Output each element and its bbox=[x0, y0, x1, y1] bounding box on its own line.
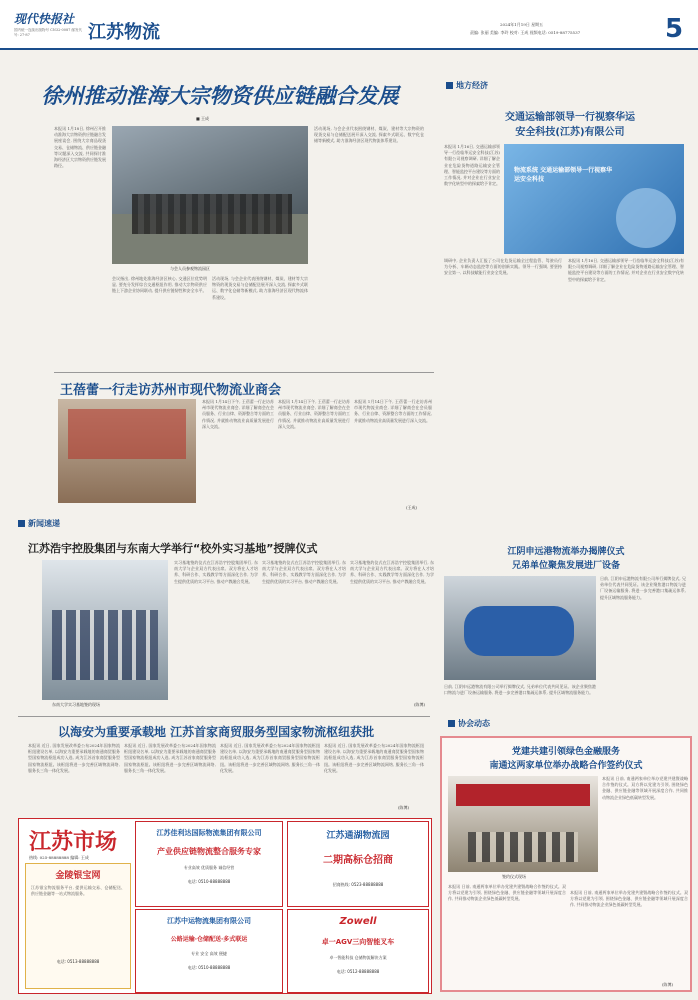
page-number: 5 bbox=[665, 14, 684, 44]
bank-ad-name: 金陵银宝网 bbox=[55, 871, 101, 881]
article-suzhou-photo bbox=[58, 399, 196, 503]
article-port-body-2: 日前, 江阴申远港物流有限公司举行揭牌仪式, 兄弟单位代表共同见证。该企业聚焦港口物流与进厂设备运输服务, 将进一步完善港口集疏运体系, 提升区域物流服务能力。 bbox=[444, 684, 596, 696]
ad-zhongyun-sub: 专业 安全 高效 便捷 bbox=[191, 951, 227, 956]
ad-tonghu bbox=[287, 821, 429, 907]
ad-zhongyun-name: 江苏中运物流集团有限公司 bbox=[167, 917, 251, 925]
article-port-body: 日前, 江阴申远港物流有限公司举行揭牌仪式, 兄弟单位代表共同见证。该企业聚焦港口物流与进厂设备运输服务, 将进一步完善港口集疏运体系, 提升区域物流服务能力。 bbox=[600, 576, 686, 600]
ad-jialida bbox=[135, 821, 283, 907]
market-contact: 热线: 025-88888888 编辑: 王成 bbox=[29, 855, 89, 860]
section-news-label: 新闻速递 bbox=[28, 519, 60, 528]
article-haian-author: (陈博) bbox=[398, 805, 410, 810]
article-suzhou-body-1: 本报讯 1月14日下午, 王蓓蕾一行走访苏州市现代物流业商会, 详细了解商会在会员服务、行业自律、资源整合等方面的工作情况, 并就推动物流业高质量发展进行深入交流。 bbox=[202, 399, 274, 429]
section-association bbox=[448, 718, 490, 729]
masthead-logo-sub: 国内统一连续出版物号 CN32-0087 邮发代号: 27-87 bbox=[14, 28, 83, 37]
ad-zowell-slogan: 卓一AGV三向智能叉车 bbox=[321, 938, 395, 946]
article-haian-body-1: 本报讯 近日, 国家发展改革委公布2024年国家物流枢纽建设名单, 以海安为重要承载地的南通商贸服务型国家物流枢纽成功入选, 成为江苏首家商贸服务型国家物流枢纽。该枢纽将进一步完善区域物流网络, 服务长三角一体化发展。 bbox=[28, 743, 120, 773]
article-haoyu-body-3: 实习基地签约仪式在江苏浩宇控股集团举行, 东南大学与企业双方代表出席。双方将在人才培养、科研合作、实践教学等方面深化合作, 为学生提供优质的实习平台, 推动产教融合发展。 bbox=[350, 560, 434, 584]
article-xuzhou-col4: 活动现场, 与会企业代表围绕钢材、煤炭、建材等大宗物资的现货交易与仓储配送展开深入交流, 探索多式联运、数字化仓储等新模式, 助力淮海经济区现代物流体系建设。 bbox=[314, 126, 424, 144]
ad-jialida-slogan: 产业供应链物流整合服务专家 bbox=[157, 847, 261, 856]
article-haoyu bbox=[18, 536, 438, 712]
section-local-economy bbox=[446, 80, 488, 91]
article-haian-title: 以海安为重要承载地 江苏首家商贸服务型国家物流枢纽获批 bbox=[58, 725, 375, 739]
article-party-title-1: 党建共建引领绿色金融服务 bbox=[511, 747, 620, 757]
article-suzhou-title: 王蓓蕾一行走访苏州市现代物流业商会 bbox=[60, 383, 282, 398]
editor-line: 责编: 张丽 美编: 李玲 校对: 王成 视频电话: 0519-88775537 bbox=[470, 30, 581, 35]
article-party-body-2: 本报讯 日前, 南通两家单位举办党建共建暨战略合作签约仪式。双方将以党建为引领, 围绕绿色金融、供应链金融等领域开展深度合作, 共同推动物流企业绿色低碳转型发展。 bbox=[448, 884, 566, 902]
ad-zowell-sub: 卓一智能科技 仓储物流解决方案 bbox=[329, 955, 387, 960]
ad-zowell-tel: 电话: 0512-88888888 bbox=[336, 969, 380, 974]
right-title-2: 安全科技(江苏)有限公司 bbox=[515, 127, 625, 138]
ad-zhongyun-tel: 电话: 0510-88888888 bbox=[187, 965, 231, 970]
ad-zowell-name: Zowell bbox=[339, 916, 377, 927]
article-party-body-3: 本报讯 日前, 南通两家单位举办党建共建暨战略合作签约仪式。双方将以党建为引领, 围绕绿色金融、供应链金融等领域开展深度合作, 共同推动物流企业绿色低碳转型发展。 bbox=[570, 890, 688, 908]
ad-zowell bbox=[287, 909, 429, 993]
article-xuzhou-col3: 活动现场, 与会企业代表围绕钢材、煤炭、建材等大宗物资的现货交易与仓储配送展开深入交流, 探索多式联运、数字化仓储等新模式, 助力淮海经济区现代物流体系建设。 bbox=[212, 276, 308, 300]
article-xuzhou-caption: 与会人员参观物流园区 bbox=[170, 266, 210, 271]
article-party-body-1: 本报讯 日前, 南通两家单位举办党建共建暨战略合作签约仪式。双方将以党建为引领, 围绕绿色金融、供应链金融等领域开展深度合作, 共同推动物流企业绿色低碳转型发展。 bbox=[602, 776, 688, 800]
section-association-label: 协会动态 bbox=[458, 719, 490, 728]
article-port-title-2: 兄弟单位聚焦发展进厂设备 bbox=[511, 561, 620, 571]
bank-ad bbox=[25, 863, 131, 989]
article-suzhou bbox=[54, 372, 434, 512]
right-body-3: 本报讯 1月16日, 交通运输部领导一行莅临华运安全科技(江苏)有限公司视察调研, 详细了解企业在危险货物道路运输安全管理、智能监控平台建设等方面的工作情况, 并对企业在行业安全数字化转型中的探索给予肯定。 bbox=[568, 258, 684, 282]
article-port-photo bbox=[444, 576, 596, 680]
article-haoyu-caption: 东南大学实习基地签约现场 bbox=[52, 702, 100, 707]
section-title: 江苏物流 bbox=[88, 22, 160, 43]
market-block bbox=[18, 818, 432, 994]
ad-jialida-sub: 专业高效 优质服务 诚信经营 bbox=[183, 865, 235, 870]
article-suzhou-body-3: 本报讯 1月14日下午, 王蓓蕾一行走访苏州市现代物流业商会, 详细了解商会在会员服务、行业自律、资源整合等方面的工作情况, 并就推动物流业高质量发展进行深入交流。 bbox=[354, 399, 432, 423]
article-haian-body-4: 本报讯 近日, 国家发展改革委公布2024年国家物流枢纽建设名单, 以海安为重要承载地的南通商贸服务型国家物流枢纽成功入选, 成为江苏首家商贸服务型国家物流枢纽。该枢纽将进一步完善区域物流网络, 服务长三角一体化发展。 bbox=[324, 743, 424, 773]
article-party-caption: 签约仪式现场 bbox=[502, 874, 526, 879]
right-banner bbox=[504, 144, 684, 254]
article-port-title-1: 江阴申远港物流举办揭牌仪式 bbox=[507, 547, 625, 557]
right-body-1: 本报讯 1月16日, 交通运输部领导一行莅临华运安全科技(江苏)有限公司视察调研, 详细了解企业在危险货物道路运输安全管理、智能监控平台建设等方面的工作情况, 并对企业在行业安全数字化转型中的探索给予肯定。 bbox=[444, 144, 500, 187]
right-body-2: 调研中, 企业负责人汇报了公司在危货运输全过程监管、驾驶员行为分析、车辆动态监控等方面的创新实践。领导一行强调, 要坚持安全第一, 以科技赋能行业安全发展。 bbox=[444, 258, 562, 276]
article-suzhou-body-2: 本报讯 1月14日下午, 王蓓蕾一行走访苏州市现代物流业商会, 详细了解商会在会员服务、行业自律、资源整合等方面的工作情况, 并就推动物流业高质量发展进行深入交流。 bbox=[278, 399, 350, 429]
ad-tonghu-name: 江苏通湖物流园 bbox=[326, 831, 390, 841]
article-haian-body-2: 本报讯 近日, 国家发展改革委公布2024年国家物流枢纽建设名单, 以海安为重要承载地的南通商贸服务型国家物流枢纽成功入选, 成为江苏首家商贸服务型国家物流枢纽。该枢纽将进一步完善区域物流网络, 服务长三角一体化发展。 bbox=[124, 743, 216, 773]
article-suzhou-author: (王成) bbox=[406, 505, 418, 510]
article-xuzhou bbox=[0, 52, 440, 362]
article-party-title-2: 南通这两家单位举办战略合作签约仪式 bbox=[489, 761, 643, 771]
ad-tonghu-slogan: 二期高标仓招商 bbox=[323, 855, 393, 866]
section-news bbox=[18, 518, 60, 529]
masthead-logo: 现代快报社 bbox=[14, 12, 75, 26]
section-square-icon bbox=[448, 720, 455, 727]
section-square-icon bbox=[18, 520, 25, 527]
right-title-1: 交通运输部领导一行视察华运 bbox=[505, 112, 635, 123]
article-xuzhou-col2: 会议指出, 徐州地处淮海经济区核心, 交通区位优势明显, 要充分发挥综合交通枢纽作用, 推动大宗物资供应链上下游企业协同联动, 提升供应链韧性和安全水平。 bbox=[112, 276, 207, 294]
ad-jialida-name: 江苏佳利达国际物流集团有限公司 bbox=[156, 829, 262, 837]
bank-ad-tel: 电话: 0513-88888888 bbox=[56, 959, 100, 964]
section-square-icon bbox=[446, 82, 453, 89]
bank-ad-body: 江苏银宝物流服务平台, 提供运输交易、仓储配送、供应链金融等一站式物流服务。 bbox=[31, 885, 125, 897]
article-haoyu-body-1: 实习基地签约仪式在江苏浩宇控股集团举行, 东南大学与企业双方代表出席。双方将在人才培养、科研合作、实践教学等方面深化合作, 为学生提供优质的实习平台, 推动产教融合发展。 bbox=[174, 560, 258, 584]
masthead bbox=[0, 0, 698, 50]
section-local-economy-label: 地方经济 bbox=[456, 81, 488, 90]
article-haoyu-author: (陈博) bbox=[414, 702, 426, 707]
article-party-photo bbox=[448, 776, 598, 872]
article-haoyu-body-2: 实习基地签约仪式在江苏浩宇控股集团举行, 东南大学与企业双方代表出席。双方将在人才培养、科研合作、实践教学等方面深化合作, 为学生提供优质的实习平台, 推动产教融合发展。 bbox=[262, 560, 346, 584]
article-xuzhou-author: ■ 王成 bbox=[196, 116, 210, 121]
article-haian bbox=[18, 716, 430, 812]
article-xuzhou-photo bbox=[112, 126, 308, 264]
article-haoyu-title: 江苏浩宇控股集团与东南大学举行“校外实习基地”授牌仪式 bbox=[28, 542, 318, 555]
ad-zhongyun-slogan: 公路运输·仓储配送·多式联运 bbox=[170, 936, 248, 943]
article-haian-body-3: 本报讯 近日, 国家发展改革委公布2024年国家物流枢纽建设名单, 以海安为重要承载地的南通商贸服务型国家物流枢纽成功入选, 成为江苏首家商贸服务型国家物流枢纽。该枢纽将进一步完善区域物流网络, 服务长三角一体化发展。 bbox=[220, 743, 320, 773]
article-party bbox=[440, 736, 692, 992]
ad-zhongyun bbox=[135, 909, 283, 993]
date-line: 2024年1月19日 星期五 bbox=[500, 22, 544, 27]
right-banner-text: 物流系统 交通运输部领导一行视察华运安全科技 bbox=[514, 167, 613, 183]
ad-tonghu-sub: 招商热线: 0523-88888888 bbox=[332, 882, 384, 887]
article-party-author: (陈博) bbox=[662, 982, 674, 987]
ad-jialida-tel: 电话: 0510-88888888 bbox=[187, 879, 231, 884]
article-xuzhou-lead: 本报讯 1月18日, 徐州召开推动淮海大宗物资供应链融合发展座谈会, 围绕大宗商品现货交易、仓储物流、供应链金融等议题深入交流, 共同探讨淮海经济区大宗物资供应链发展路径。 bbox=[54, 126, 106, 169]
market-title: 江苏市场 bbox=[29, 829, 118, 855]
article-xuzhou-title: 徐州推动淮海大宗物资供应链融合发展 bbox=[41, 84, 399, 108]
article-haoyu-photo bbox=[42, 560, 168, 700]
